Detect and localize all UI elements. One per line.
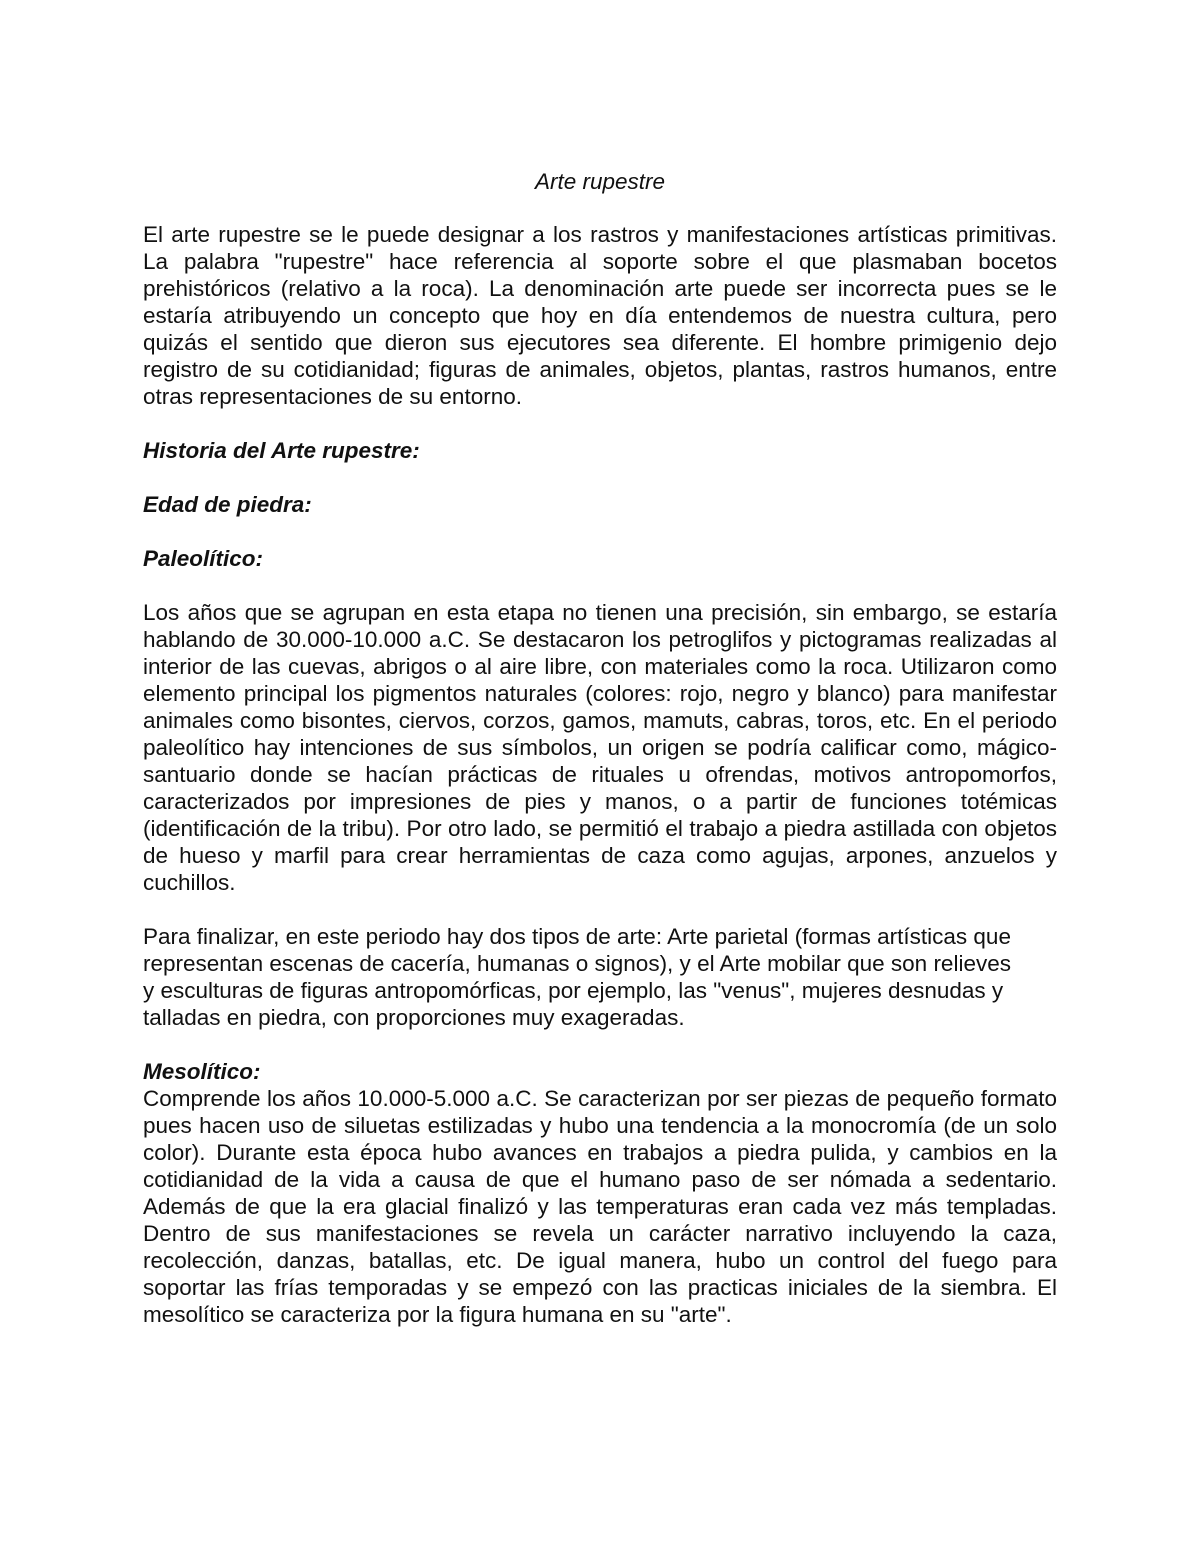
heading-historia: Historia del Arte rupestre: — [143, 438, 420, 463]
heading-edad-de-piedra: Edad de piedra: — [143, 492, 312, 517]
paleolitico-paragraph-2 — [143, 923, 1057, 1031]
heading-paleolitico: Paleolítico: — [143, 546, 264, 571]
document-title: Arte rupestre — [534, 169, 666, 194]
paleolitico-p2-line: Para finalizar, en este periodo hay dos tipos de arte: Arte parietal (formas artísticas que — [143, 924, 1011, 949]
paleolitico-p2-line: representan escenas de cacería, humanas o signos), y el Arte mobilar que son relieves — [143, 951, 1011, 976]
heading-mesolitico: Mesolítico: — [143, 1059, 261, 1084]
paleolitico-p2-line: y esculturas de figuras antropomórficas, por ejemplo, las "venus", mujeres desnudas y — [143, 978, 1004, 1003]
intro-paragraph: El arte rupestre se le puede designar a los rastros y manifestaciones artísticas primitivas. La palabra "rupestre" hace referencia al soporte sobre el que plasmaban bocetos prehistóricos (relativo a la roca). La denominación arte puede ser incorrecta pues se le estaría atribuyendo un concepto que hoy en día entendemos de nuestra cultura, pero quizás el sentido que dieron sus ejecutores sea diferente. El hombre primigenio dejo registro de su cotidianidad; figuras de animales, objetos, plantas, rastros humanos, entre otras representaciones de su entorno. — [143, 222, 1057, 409]
document-page — [143, 168, 1057, 1328]
paleolitico-p2-line: talladas en piedra, con proporciones muy exageradas. — [143, 1005, 685, 1030]
paleolitico-paragraph-1: Los años que se agrupan en esta etapa no tienen una precisión, sin embargo, se estaría hablando de 30.000-10.000 a.C. Se destacaron los petroglifos y pictogramas realizadas al interior de las cuevas, abrigos o al aire libre, con materiales como la roca. Utilizaron como elemento principal los pigmentos naturales (colores: rojo, negro y blanco) para manifestar animales como bisontes, ciervos, corzos, gamos, mamuts, cabras, toros, etc. En el periodo paleolítico hay intenciones de sus símbolos, un origen se podría calificar como, mágico-santuario donde se hacían prácticas de rituales u ofrendas, motivos antropomorfos, caracterizados por impresiones de pies y manos, o a partir de funciones totémicas (identificación de la tribu). Por otro lado, se permitió el trabajo a piedra astillada con objetos de hueso y marfil para crear herramientas de caza como agujas, arpones, anzuelos y cuchillos. — [143, 600, 1057, 895]
mesolitico-paragraph: Comprende los años 10.000-5.000 a.C. Se caracterizan por ser piezas de pequeño formato pues hacen uso de siluetas estilizadas y hubo una tendencia a la monocromía (de un solo color). Durante esta época hubo avances en trabajos a piedra pulida, y cambios en la cotidianidad de la vida a causa de que el humano paso de ser nómada a sedentario. Además de que la era glacial finalizó y las temperaturas eran cada vez más templadas. Dentro de sus manifestaciones se revela un carácter narrativo incluyendo la caza, recolección, danzas, batallas, etc. De igual manera, hubo un control del fuego para soportar las frías temporadas y se empezó con las practicas iniciales de la siembra. El mesolítico se caracteriza por la figura humana en su "arte". — [143, 1086, 1057, 1327]
